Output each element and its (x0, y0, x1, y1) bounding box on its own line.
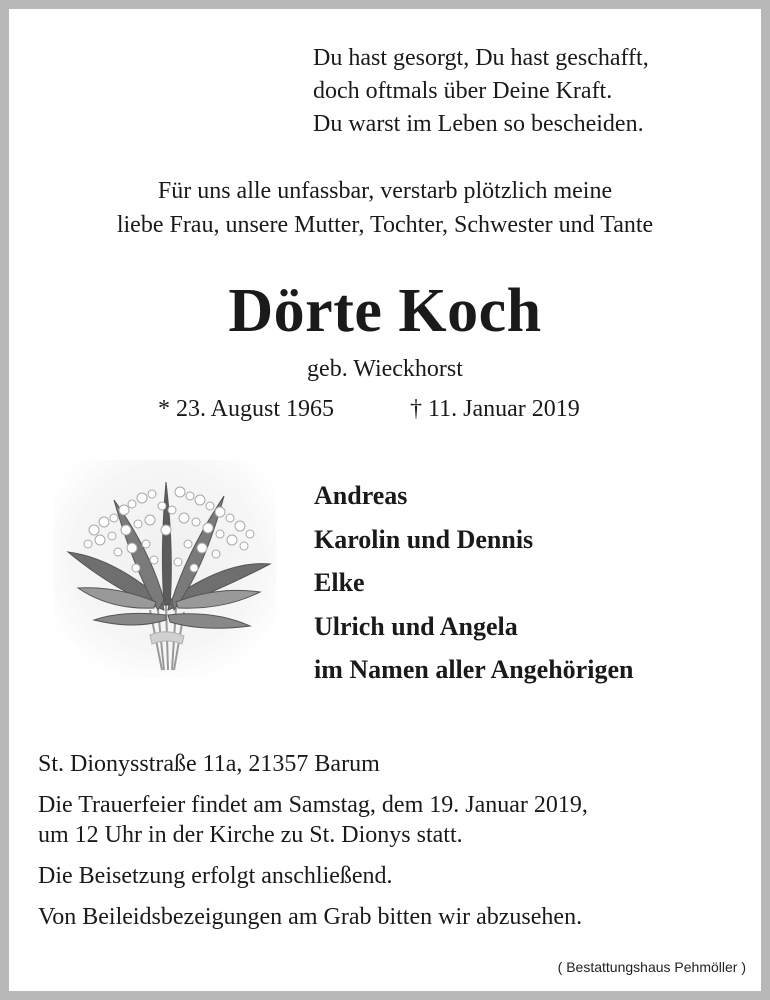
family-member: Andreas (314, 481, 408, 510)
condolence-notice: Von Beileidsbezeigungen am Grab bitten wir abzusehen. (38, 904, 583, 930)
poem-line: Du warst im Leben so bescheiden. (313, 111, 644, 137)
ceremony-line: Die Trauerfeier findet am Samstag, dem 19. Januar 2019, (38, 792, 588, 818)
deceased-name: Dörte Koch (228, 277, 542, 345)
intro-line: liebe Frau, unsere Mutter, Tochter, Schwester und Tante (116, 212, 654, 238)
family-signatories (314, 474, 633, 692)
family-member: im Namen aller Angehörigen (314, 655, 634, 684)
announcement-intro (0, 174, 770, 242)
funeral-home-credit: ( Bestattungshaus Pehmöller ) (557, 959, 746, 975)
family-member: Karolin und Dennis (314, 524, 534, 554)
family-member: Ulrich und Angela (314, 611, 518, 641)
family-member: Elke (314, 568, 365, 597)
ceremony-line: um 12 Uhr in der Kirche zu St. Dionys statt. (38, 822, 463, 848)
poem-line: Du hast gesorgt, Du hast geschafft, (313, 45, 649, 71)
lily-of-the-valley-bouquet-icon (54, 460, 276, 678)
death-date: † 11. Januar 2019 (410, 396, 580, 422)
address: St. Dionysstraße 11a, 21357 Barum (38, 751, 380, 777)
funeral-info (38, 749, 588, 932)
poem-line: doch oftmals über Deine Kraft. (313, 78, 613, 104)
maiden-name: geb. Wieckhorst (307, 356, 463, 382)
intro-line: Für uns alle unfassbar, verstarb plötzlich meine (157, 178, 613, 204)
poem (313, 42, 649, 141)
burial-notice: Die Beisetzung erfolgt anschließend. (38, 863, 393, 889)
birth-date: * 23. August 1965 (158, 396, 335, 422)
ceremony-notice (38, 790, 588, 850)
